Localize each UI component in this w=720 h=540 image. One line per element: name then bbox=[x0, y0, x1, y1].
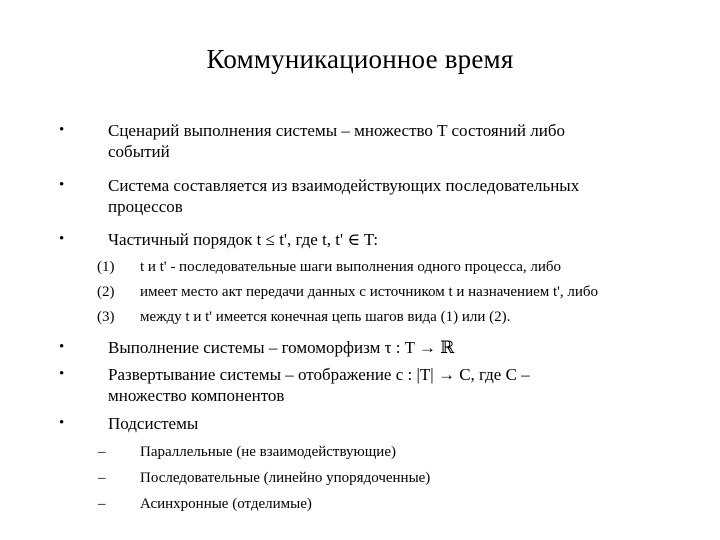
dash-marker: – bbox=[98, 470, 106, 486]
item-text: между t и t' имеется конечная цепь шагов вида (1) или (2). bbox=[140, 309, 511, 325]
bullet-marker: • bbox=[59, 122, 65, 138]
bullet-marker: • bbox=[59, 231, 65, 247]
bullet-line: Развертывание системы – отображение c : |T| → C, где C – bbox=[108, 365, 530, 384]
bullet-line: Подсистемы bbox=[108, 414, 199, 433]
slide-title: Коммуникационное время bbox=[206, 44, 514, 74]
item-number: (1) bbox=[97, 259, 115, 275]
dash-marker: – bbox=[98, 444, 106, 460]
bullet-line: Частичный порядок t ≤ t', где t, t' ∈ T: bbox=[108, 230, 379, 249]
item-text: имеет место акт передачи данных с источником t и назначением t', либо bbox=[140, 284, 599, 300]
bullet-marker: • bbox=[59, 366, 65, 382]
bullet-line: Сценарий выполнения системы – множество T состояний либо bbox=[108, 121, 565, 140]
bullet-marker: • bbox=[59, 339, 65, 355]
bullet-line: событий bbox=[108, 142, 170, 161]
bullet-line: процессов bbox=[108, 197, 183, 216]
bullet-line: Система составляется из взаимодействующих последовательных bbox=[108, 176, 580, 195]
bullet-marker: • bbox=[59, 415, 65, 431]
dash-text: Асинхронные (отделимые) bbox=[140, 496, 312, 512]
dash-marker: – bbox=[98, 496, 106, 512]
dash-text: Параллельные (не взаимодействующие) bbox=[140, 444, 396, 460]
dash-text: Последовательные (линейно упорядоченные) bbox=[140, 470, 431, 486]
bullet-line: Выполнение системы – гомоморфизм τ : T → ℝ bbox=[108, 338, 455, 357]
item-number: (3) bbox=[97, 309, 115, 325]
item-number: (2) bbox=[97, 284, 115, 300]
bullet-marker: • bbox=[59, 177, 65, 193]
item-text: t и t' - последовательные шаги выполнения одного процесса, либо bbox=[140, 259, 562, 275]
bullet-line: множество компонентов bbox=[108, 386, 285, 405]
